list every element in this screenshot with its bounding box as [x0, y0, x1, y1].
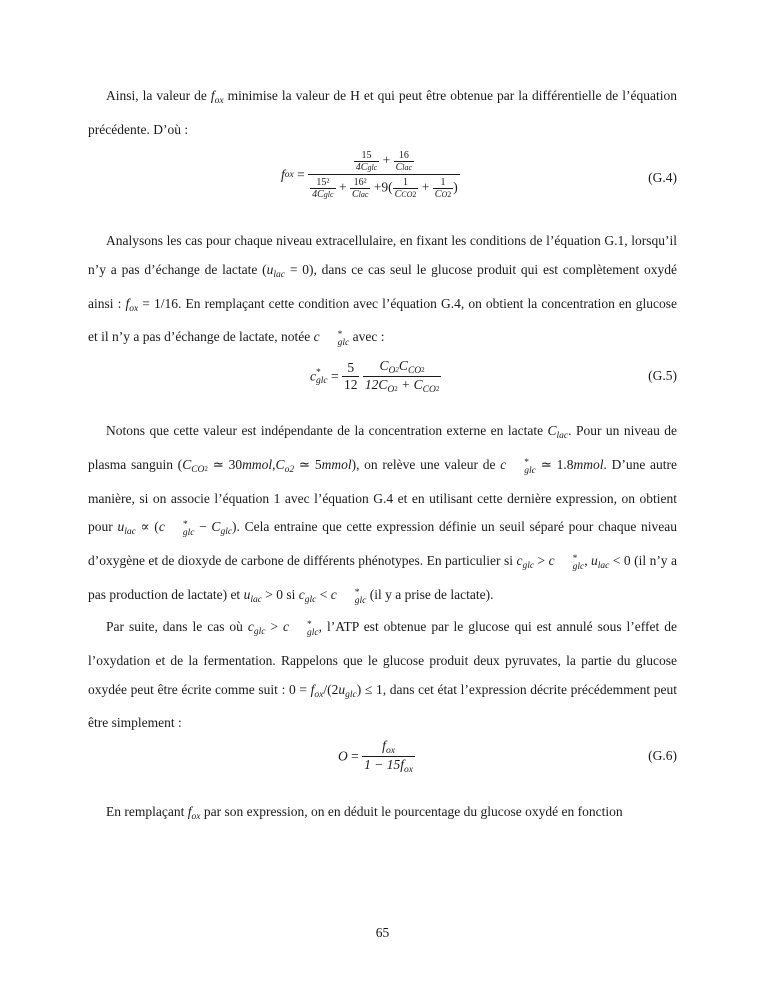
den: [354, 161, 379, 173]
frac-fox-over-1-15fox: [362, 738, 415, 775]
den-a: 12C: [364, 377, 388, 392]
num-c2: C: [398, 358, 408, 373]
math-c: c: [500, 456, 507, 472]
equation-g4-body: [281, 150, 460, 200]
sub: glc: [307, 628, 319, 638]
den-plus: + C: [397, 377, 423, 392]
sup-sub-stack: [506, 459, 536, 475]
den-text: 1 − 15f: [364, 757, 404, 772]
equation-g5: [88, 358, 677, 398]
sub: glc: [337, 338, 350, 349]
text: ≃ 30: [207, 456, 243, 472]
frac-co2-cco2: [363, 358, 441, 395]
text: avec :: [349, 329, 385, 345]
text: . D’une autre manière, si on associe l’équation 1 avec l’équation G.4 et en utilisant cette dernière expression, on obtient pour: [88, 456, 678, 535]
text: ) ≤ 1, dans cet état l’expression décrite précédemment peut être simplement :: [88, 681, 677, 731]
num: 1: [403, 177, 409, 188]
text: <: [316, 586, 331, 602]
text: ,: [272, 456, 276, 472]
sub: CO: [422, 385, 436, 395]
num: [363, 358, 441, 376]
nine-paren: +9(: [373, 179, 393, 195]
sub: ox: [404, 765, 413, 775]
sup-sub-stack: [555, 555, 585, 571]
den: [393, 188, 419, 200]
math-sub: glc: [304, 594, 317, 605]
sub: CO: [401, 190, 413, 199]
equation-number: (G.4): [648, 170, 677, 185]
frac-15sq-over-4cglc: [310, 177, 335, 200]
sup-sub-stack: [289, 621, 319, 637]
sub: glc: [323, 190, 334, 199]
num-f: f: [382, 738, 386, 753]
plus: +: [421, 179, 430, 195]
math-u: u: [243, 586, 251, 602]
math-f: f: [125, 295, 130, 311]
math-C: C: [211, 519, 221, 535]
text: ), on relève une valeur de: [351, 456, 501, 472]
frac-16-over-clac: [394, 150, 414, 173]
num-c: C: [379, 358, 389, 373]
frac-16sq-over-clac: [350, 177, 370, 200]
text: (il y a prise de lactate).: [366, 586, 494, 602]
den: [394, 161, 414, 173]
math-c: c: [158, 519, 165, 535]
star: *: [337, 330, 343, 341]
math-c: c: [330, 586, 337, 602]
sub: glc: [572, 562, 585, 573]
text: >: [534, 553, 549, 569]
math-sub: lac: [597, 561, 610, 572]
text: Notons que cette valeur est indépendante de la concentration externe en lactate: [106, 423, 548, 438]
sub: glc: [524, 465, 536, 476]
math-u: u: [338, 681, 346, 697]
star: *: [316, 367, 321, 378]
den: [350, 188, 370, 200]
math-f: f: [210, 88, 215, 103]
math-u: u: [266, 261, 274, 277]
text: , l’ATP est obtenue par le glucose qui est annulé sous l’effet de l’oxydation et de la fermentation. Rappelons que le glucose produit deux pyruvates, la partie du glucose oxydée peut être écrite comme suit : 0 =: [88, 619, 677, 697]
text: < 0 (il n’y a pas production de lactate) et: [88, 553, 678, 602]
equals: =: [293, 167, 305, 182]
close-paren: ): [453, 179, 458, 195]
den: [363, 376, 441, 395]
math-c: c: [247, 619, 254, 634]
den-text: C: [434, 189, 442, 200]
math-sub: o2: [284, 464, 295, 475]
math-f: f: [310, 681, 315, 697]
sub: O: [441, 190, 448, 199]
sub: glc: [316, 375, 328, 386]
den-text: 4C: [355, 162, 368, 173]
star: *: [307, 620, 312, 630]
math-c: c: [548, 553, 555, 569]
text: ,: [584, 553, 592, 569]
sub2: 2: [435, 385, 440, 393]
sup-sub-stack: [165, 521, 195, 537]
sub: CO: [407, 366, 422, 376]
den: [362, 756, 415, 775]
math-u: u: [117, 519, 125, 535]
star: *: [354, 587, 360, 598]
equation-g6: [88, 738, 677, 778]
frac-5-over-12: [342, 360, 360, 393]
math-sub: glc: [220, 527, 233, 538]
text: >: [265, 619, 284, 634]
frac-1-over-cco2: [393, 177, 419, 200]
sub: glc: [367, 163, 378, 172]
sub2: 2: [395, 366, 399, 374]
num: [362, 738, 415, 756]
star: *: [524, 457, 529, 468]
text: ≃ 1.8: [535, 456, 574, 472]
plus: +: [382, 152, 391, 168]
math-c: c: [298, 586, 305, 602]
math-sub: glc: [522, 561, 535, 572]
math-sub: lac: [273, 269, 286, 280]
text: ∝ (: [135, 519, 159, 535]
math-c: c: [310, 368, 316, 384]
page-number: 65: [375, 925, 390, 940]
sub: O: [387, 385, 395, 395]
math-C: C: [182, 456, 192, 472]
equation-number: (G.5): [648, 368, 677, 383]
num: 5: [347, 360, 355, 375]
math-sub: lac: [556, 431, 569, 441]
text: . Pour un niveau de plasma sanguin (: [88, 423, 677, 472]
main-denominator: [308, 174, 460, 200]
sub: ox: [385, 746, 395, 756]
sub: glc: [354, 595, 367, 606]
den: 12: [343, 377, 358, 392]
sub2: 2: [412, 190, 417, 199]
sup-sub-stack: [320, 331, 350, 347]
den: [433, 188, 453, 200]
equation-g4: [88, 150, 677, 210]
text: ). Cela entraine que cette expression définie un seuil séparé pour chaque niveau d’oxygène et de dioxyde de carbone de différents phénotypes. En particulier si: [88, 519, 677, 569]
num: 16²: [353, 177, 367, 188]
text: = 0), dans ce cas seul le glucose produit qui est complètement oxydé ainsi :: [88, 261, 677, 311]
frac-15-over-4cglc: [354, 150, 379, 173]
math-sub: ox: [129, 303, 139, 314]
text: En remplaçant: [106, 804, 188, 819]
text: minimise la valeur de H et qui peut être obtenue par la différentielle de l’équation précédente. D’où :: [88, 88, 677, 137]
math-sub: ox: [314, 689, 324, 700]
paragraph-3: [88, 417, 677, 615]
math-unit: mmol: [242, 456, 273, 472]
text: /(2: [323, 681, 339, 697]
sub2: 2: [394, 385, 398, 393]
num: 1: [440, 177, 446, 188]
star: *: [182, 520, 188, 531]
sup-sub-stack: [337, 589, 367, 605]
sub: lac: [402, 163, 413, 172]
sub2: 2: [447, 190, 452, 199]
text: par son expression, on en déduit le pourcentage du glucose oxydé en fonction: [200, 804, 623, 819]
sub2: 2: [204, 464, 208, 473]
math-sub: ox: [191, 812, 201, 822]
den-text: 4C: [312, 189, 324, 200]
math-f: f: [281, 167, 285, 182]
math-sub: lac: [250, 594, 262, 605]
math-C: C: [547, 423, 557, 438]
math-sub: lac: [124, 527, 136, 538]
equals: =: [347, 748, 359, 764]
equation-g6-body: [338, 738, 415, 775]
math-c: c: [313, 329, 320, 345]
paragraph-1: [88, 82, 677, 145]
sub: glc: [182, 528, 195, 539]
math-c: c: [516, 553, 523, 569]
math-sub: ox: [284, 170, 294, 180]
text: > 0 si: [261, 586, 299, 602]
sub: O: [388, 366, 396, 376]
math-unit: mmol: [321, 456, 352, 472]
paragraph-5: [88, 798, 677, 832]
math-unit: mmol: [573, 456, 604, 472]
equation-number: (G.6): [648, 748, 677, 763]
plus: +: [338, 179, 347, 195]
equation-g5-body: [310, 358, 441, 395]
main-numerator: [308, 150, 460, 174]
math-u: u: [591, 553, 598, 569]
star: *: [572, 554, 578, 565]
text: Par suite, dans le cas où: [106, 619, 248, 634]
text: Analysons les cas pour chaque niveau extracellulaire, en fixant les conditions de l’équation G.1, lorsqu’il n’y a pas d’échange de lactate (: [88, 233, 677, 277]
den-text: C: [395, 162, 403, 173]
frac-1-over-co2: [433, 177, 453, 200]
den-text: C: [394, 189, 402, 200]
sub: lac: [358, 190, 369, 199]
den-text: C: [351, 189, 359, 200]
den: [310, 188, 335, 200]
math-sub: glc: [345, 689, 357, 700]
equals: =: [327, 368, 339, 384]
text: −: [194, 519, 212, 535]
math-sub: ox: [214, 96, 224, 106]
text: Ainsi, la valeur de: [106, 88, 211, 103]
sub2: 2: [421, 366, 425, 374]
text: ≃ 5: [294, 456, 322, 472]
math-C: C: [275, 456, 285, 472]
math-sub: glc: [253, 627, 266, 637]
math-f: f: [187, 804, 192, 819]
num: 15: [361, 150, 372, 161]
num: 15²: [316, 177, 330, 188]
paragraph-4: [88, 613, 677, 738]
text: = 1/16. En remplaçant cette condition avec l’équation G.4, on obtient la concentration en glucose et il n’y a pas d’échange de lactate, notée: [88, 295, 678, 345]
num: 16: [398, 150, 409, 161]
paragraph-2: [88, 227, 677, 352]
sup-sub-stack: [316, 369, 328, 385]
math-O: O: [338, 748, 348, 764]
math-c: c: [283, 619, 290, 634]
math-sub: CO: [191, 464, 205, 475]
main-fraction: [308, 150, 460, 200]
